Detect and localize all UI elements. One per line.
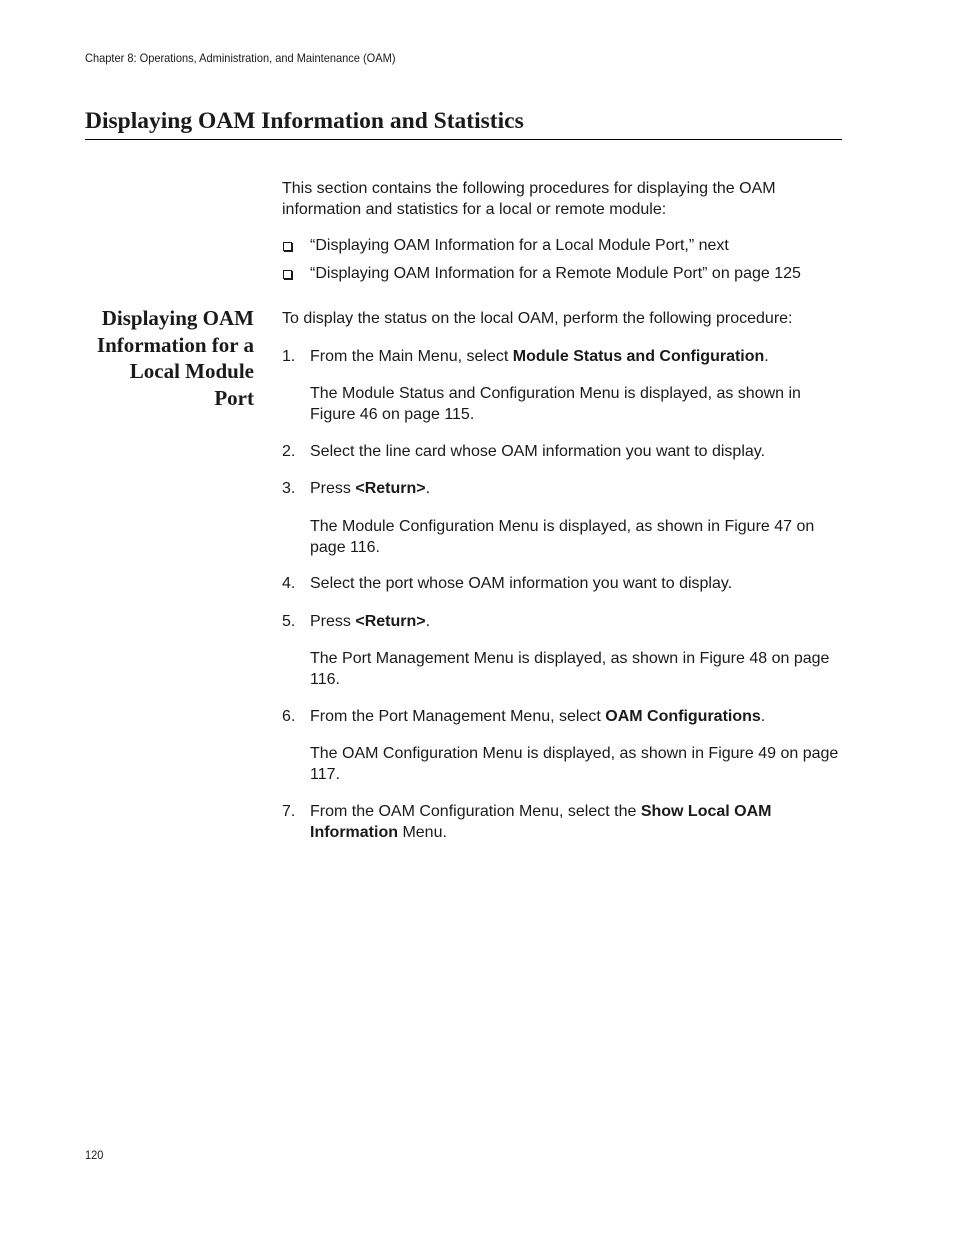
procedure-step [282,612,852,633]
checkbox-bullet-icon [283,242,292,251]
step-text: From the Port Management Menu, select OAM Configurations. [310,708,766,725]
list-item-text: “Displaying OAM Information for a Local Module Port,” next [310,237,729,254]
step-number: 2. [282,443,296,460]
procedure-step [282,802,852,843]
step-text: Select the port whose OAM information you want to display. [310,575,733,592]
step-text: From the Main Menu, select Module Status and Configuration. [310,348,769,365]
step-result-note: The OAM Configuration Menu is displayed, as shown in Figure 49 on page 117. [310,745,839,783]
page-number: 120 [85,1148,104,1162]
procedure-step [282,707,852,728]
step-result-note: The Port Management Menu is displayed, as shown in Figure 48 on page 116. [310,650,830,688]
section-title: Displaying OAM Information and Statistics [85,107,842,140]
subsection-heading [70,305,254,411]
step-text: Press <Return>. [310,613,431,630]
subsection-heading-line: Information for a [96,332,254,357]
checkbox-bullet-icon [283,270,292,279]
step-number: 3. [282,480,296,497]
step-text: From the OAM Configuration Menu, select the Show Local OAM Information Menu. [310,803,772,841]
step-text: Press <Return>. [310,480,431,497]
step-result-note: The Module Configuration Menu is displayed, as shown in Figure 47 on page 116. [310,518,815,556]
procedure-step [282,479,852,500]
step-result-note: The Module Status and Configuration Menu is displayed, as shown in Figure 46 on page 115. [310,385,801,423]
step-number: 6. [282,708,296,725]
step-text: Select the line card whose OAM information you want to display. [310,443,766,460]
procedure-step [282,347,852,368]
subsection-heading-line: Displaying OAM [101,306,254,330]
procedure-step [282,574,852,595]
procedure-step [282,442,852,463]
step-number: 5. [282,613,296,630]
section-intro: This section contains the following procedures for displaying the OAM information and statistics for a local or remote module: [282,180,776,218]
subsection-heading-line: Port [214,385,254,410]
step-number: 4. [282,575,296,592]
step-number: 7. [282,803,296,820]
running-header: Chapter 8: Operations, Administration, and Maintenance (OAM) [85,51,396,65]
step-number: 1. [282,348,296,365]
list-item-text: “Displaying OAM Information for a Remote Module Port” on page 125 [310,265,801,282]
subsection-heading-line: Local Module [129,359,254,383]
subsection-intro: To display the status on the local OAM, perform the following procedure: [282,310,793,327]
